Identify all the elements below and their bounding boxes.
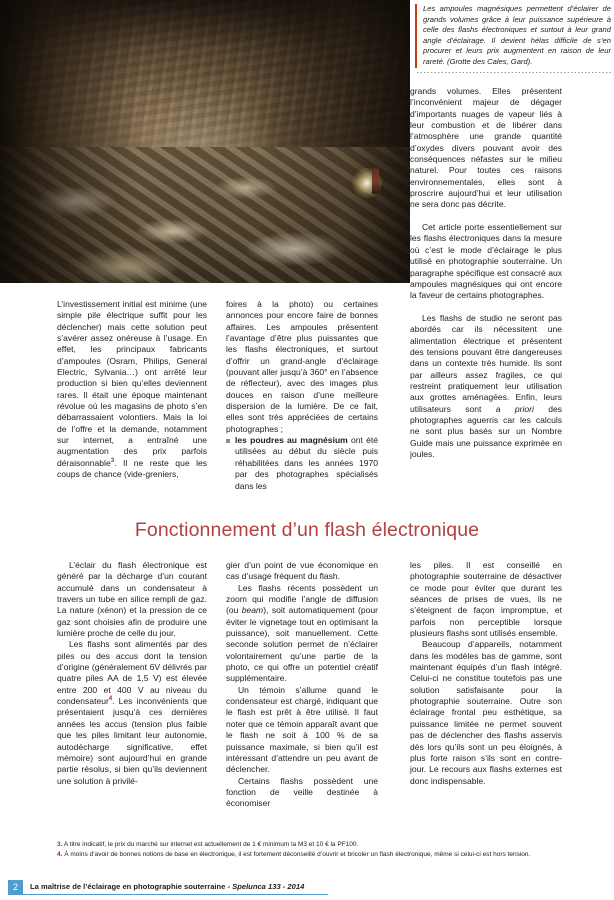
caption-accent-rule [415,4,417,68]
paragraph: Beaucoup d’appareils, notamment dans les modèles bas de gamme, sont maintenant équipés d’un flash intégré. Celui-ci ne constitue toutefois pas une solution satisfaisante pour la photographie souterraine. Outre son éclairage frontal peu esthétique, sa puissance limitée ne permet souvent pas de déclencher des flashs asservis dès lors qu’ils sont un peu éloignés, à plus forte raison s’ils sont en contre-jour. Le recours aux flashs externes est donc indispensable. [410,639,562,786]
cave-photograph [0,0,410,283]
paragraph: les piles. Il est conseillé en photographie souterraine de désactiver ce mode pour éviter que durant les séances de prises de vues, ils ne s’éteignent de façon impromptue, et parfois non perceptible lorsque plusieurs flashs sont utilisés ensemble. [410,560,562,639]
paragraph: Certains flashs possèdent une fonction de veille destinée à économiser [226,775,378,809]
paragraph [57,299,207,481]
footer-running-title [30,881,304,893]
text-body: L’investissement initial est minime (une simple pile électrique suffit pour les déclencher) mais cette solution peut s’avérer assez onéreuse à l’usage. En effet, les principaux fabricants d’ampoules (Osram, Philips, General Electric, Sylvania…) ont arrêté leur production si bien qu’elles deviennent rares. Il était une époque maintenant révolue où les magasins de photo s’en débarrassaient volontiers. Mais la loi de l’offre et la demande, notamment sur internet, a entraîné une augmentation des prix parfois déraisonnable [57,299,207,468]
footnote-number: 3. [57,841,63,848]
text-tail: . Il ne reste que les coups de chance (vide-greniers, [57,457,207,480]
footer-issue: 133 - 2014 [265,882,305,891]
footnote-marker-3[interactable]: 3 [110,456,115,464]
text-pre: Les flashs récents possèdent un zoom qui modifie l’angle de diffusion (ou [226,582,378,616]
text-body: Les flashs sont alimentés par des piles ou des accus dont la tension d’origine (généralement 6V délivrés par quatre piles AA de 1,5 V) est élevée entre 200 et 400 V au niveau du condensateur [57,639,207,707]
paragraph: L’éclair du flash électronique est généré par la décharge d’un courant accumulé dans un condensateur à travers un tube en silice rempli de gaz. La nature (xénon) et la pression de ce gaz sont choisies afin de produire une lumière proche de celle du jour. [57,560,207,639]
footer-title-text: La maîtrise de l’éclairage en photographie souterraine - [30,882,233,891]
footnote-text: A titre indicatif, le prix du marché sur internet est actuellement de 1 € minimum la M3 et 10 € la PF100. [62,841,359,848]
bullet-item-magnesium-powders [226,435,378,492]
footer-journal-name: Spelunca [232,882,266,891]
page-number-badge: 2 [8,880,23,894]
footnote-number: 4. [57,850,63,858]
upper-middle-column [226,299,378,492]
paragraph [57,639,207,786]
text-post: ), soit automatiquement (pour éviter le vignetage tout en optimisant la puissance), soit manuellement. Cette seconde solution permet de n’éclairer volontairement qu’une partie de la photo, ce qui offre un potentiel créatif supplémentaire. [226,605,379,684]
paragraph: Un témoin s’allume quand le condensateur est chargé, indiquant que le flash est prêt à être utilisé. Il faut noter que ce témoin apparaît avant que le flash ne soit à 100 % de sa puissance maximale, si bien qu’il est intéressant d’attendre un peu avant de déclencher. [226,684,378,775]
bullet-square-icon [226,439,230,443]
photo-caption [415,4,611,68]
upper-right-column [410,86,562,460]
bullet-term: les poudres au magnésium [235,435,348,446]
caption-dotted-separator [417,72,611,73]
upper-left-column [57,299,207,481]
photo-grain-overlay [0,0,410,283]
footnote-marker-4[interactable]: 4 [108,695,113,703]
text-pre: Les flashs de studio ne seront pas abordés car ils nécessitent une alimentation électrique et présentent des tensions pouvant être dangereuses dans un contexte très humide. Ils sont par ailleurs assez fragiles, ce qui restreint pratiquement leur utilisation aux grottes aménagées. Enfin, leurs utilisateurs sont [410,312,562,414]
footnote-text: À moins d’avoir de bonnes notions de base en électronique, il est fortement déconseillé d’ouvrir et bricoler un flash électronique, même si celui-ci est hors tension. [62,850,531,858]
lower-right-column [410,560,562,787]
footnote-3 [57,840,606,850]
paragraph: grands volumes. Elles présentent l’inconvénient majeur de dégager d’importants nuages de vapeur liés à leur combustion et de libérer dans l’atmosphère une grande quantité d’oxydes divers pouvant avoir des conséquences néfastes sur le milieu naturel. Pour toutes ces raisons environnementales, elles sont à proscrire aujourd’hui et leur utilisation ne sera donc pas décrite. [410,86,562,210]
section-heading: Fonctionnement d’un flash électronique [134,519,480,541]
emphasis-beam: beam [241,605,264,616]
paragraph: Cet article porte essentiellement sur les flashs électroniques dans la mesure où c’est le mode d’éclairage le plus utilisé en photographie souterraine. Un paragraphe spécifique est consacré aux ampoules magnésiques qui ont encore la faveur de certains photographes. [410,222,562,301]
emphasis-a-priori: a priori [495,403,534,414]
text-post: des photographes aguerris car les calculs ne sont plus basés sur un Nombre Guide mais une puissance exprimée en joules. [410,403,563,459]
paragraph [410,313,562,460]
footer-rule [8,894,328,895]
lower-left-column [57,560,207,787]
paragraph [226,583,378,685]
text-tail: . Les inconvénients que présentaient jusqu’à ces dernières années les accus (tension plus faible que les piles limitant leur autonomie, autodécharge significative, effet mémoire) sont aujourd’hui en grande partie résolus, si bien qu’ils deviennent une solution à privilé- [57,696,207,786]
paragraph: gier d’un point de vue économique en cas d’usage fréquent du flash. [226,560,378,582]
footnotes-block [57,840,606,859]
paragraph: foires à la photo) ou certaines annonces pour encore faire de bonnes affaires. Les ampoules présentent l’avantage d’être plus puissantes que les flashs électroniques, et surtout d’offrir un grand-angle d’éclairage (pouvant aller jusqu’à 360° en l’absence de réflecteur), avec des images plus douces en raison d’une meilleure dispersion de la lumière. De ce fait, elles sont très appréciées de certains photographes ; [226,299,378,434]
lower-middle-column [226,560,378,810]
bullet-text: ont été utilisées au début du siècle puis réhabilitées dans les années 1970 par des photographes spécialisés dans les [235,435,378,491]
footnote-4 [57,850,606,860]
page-footer [8,880,608,896]
caption-text: Les ampoules magnésiques permettent d’éclairer de grands volumes grâce à leur puissance supérieure à celle des flashs électroniques et surtout à leur grand angle d’éclairage. Il devient hélas difficile de s’en procurer et leurs prix augmentent en raison de leur rareté. (Grotte des Cales, Gard). [423,4,611,66]
